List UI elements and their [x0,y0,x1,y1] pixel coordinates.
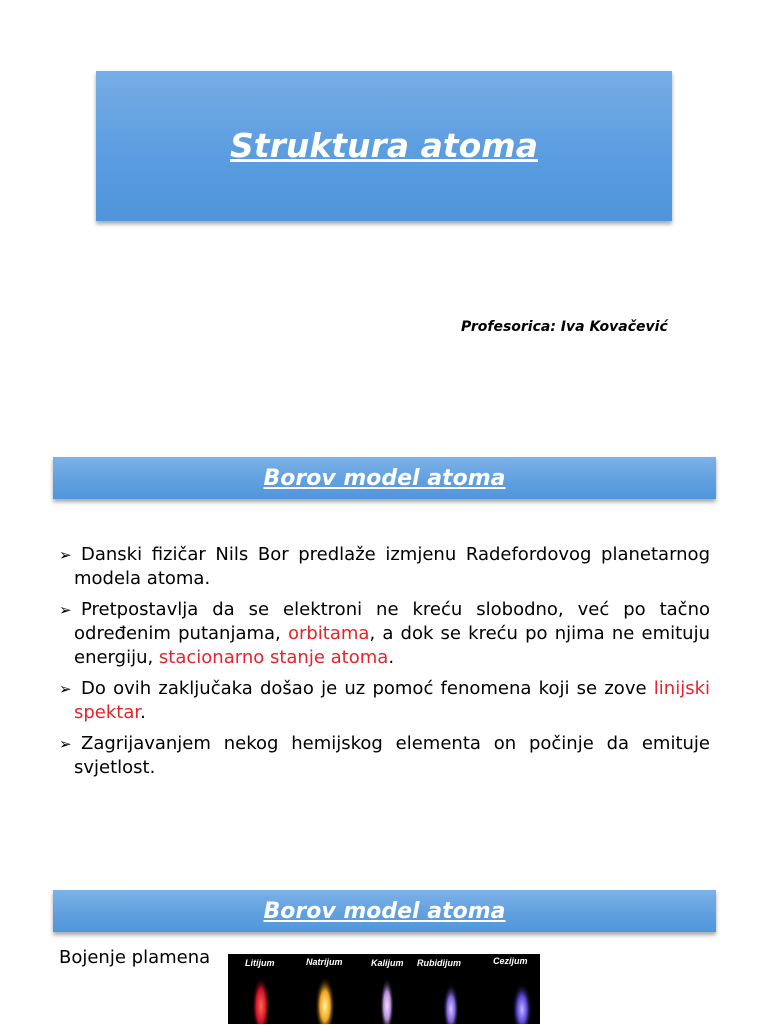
title-banner [96,71,672,221]
flame-label-rubidijum: Rubidijum [417,958,461,968]
flame-label-natrijum: Natrijum [306,957,343,967]
cesium-flame [512,977,532,1024]
sodium-flame [315,970,335,1024]
section-header-title: Borov model atoma [263,465,506,491]
highlight-term-orbits: orbitama [287,623,370,644]
section-header-title: Borov model atoma [263,898,506,924]
flame-label-cezijum: Cezijum [493,956,528,966]
potassium-flame [380,972,394,1024]
rubidium-flame [443,978,459,1024]
bullet-text: Pretpostavlja da se elektroni ne kreću slobodno, već po tačno određenim putanjama, [74,599,710,644]
arrow-bullet-icon: ➢ [59,601,72,619]
highlight-term-stationary-state: stacionarno stanje atoma [158,647,389,668]
professor-credit: Profesorica: Iva Kovačević [461,319,668,335]
bullet-item [59,677,710,725]
slide-title: Struktura atoma [230,125,538,165]
bullet-item [59,543,710,591]
section-header-bohr-model [53,457,716,499]
flame-test-illustration [228,954,540,1024]
flame-label-litijum: Litijum [245,958,275,968]
bullet-text: . [140,702,146,723]
section-header-bohr-model-2 [53,890,716,932]
bullet-item [59,732,710,780]
bullet-text: Danski fizičar Nils Bor predlaže izmjenu Radefordovog planetarnog modela atoma. [74,544,710,589]
bullet-text: Do ovih zaključaka došao je uz pomoć fenomena koji se zove [81,678,654,699]
lithium-flame [252,970,270,1024]
bullet-text: Zagrijavanjem nekog hemijskog elementa on počinje da emituje svjetlost. [74,733,710,778]
arrow-bullet-icon: ➢ [59,680,72,698]
arrow-bullet-icon: ➢ [59,735,72,753]
flame-coloring-caption: Bojenje plamena [59,947,211,968]
bullet-list [59,543,710,787]
bullet-text: . [388,647,395,668]
arrow-bullet-icon: ➢ [59,546,72,564]
bullet-item [59,598,710,670]
highlight-term-line-spectrum: linijski spektar [74,678,710,723]
bullet-text: , a dok se kreću po njima ne emituju energiju, [74,623,710,668]
flame-test-photo [228,954,540,1024]
flame-label-kalijum: Kalijum [371,958,404,968]
